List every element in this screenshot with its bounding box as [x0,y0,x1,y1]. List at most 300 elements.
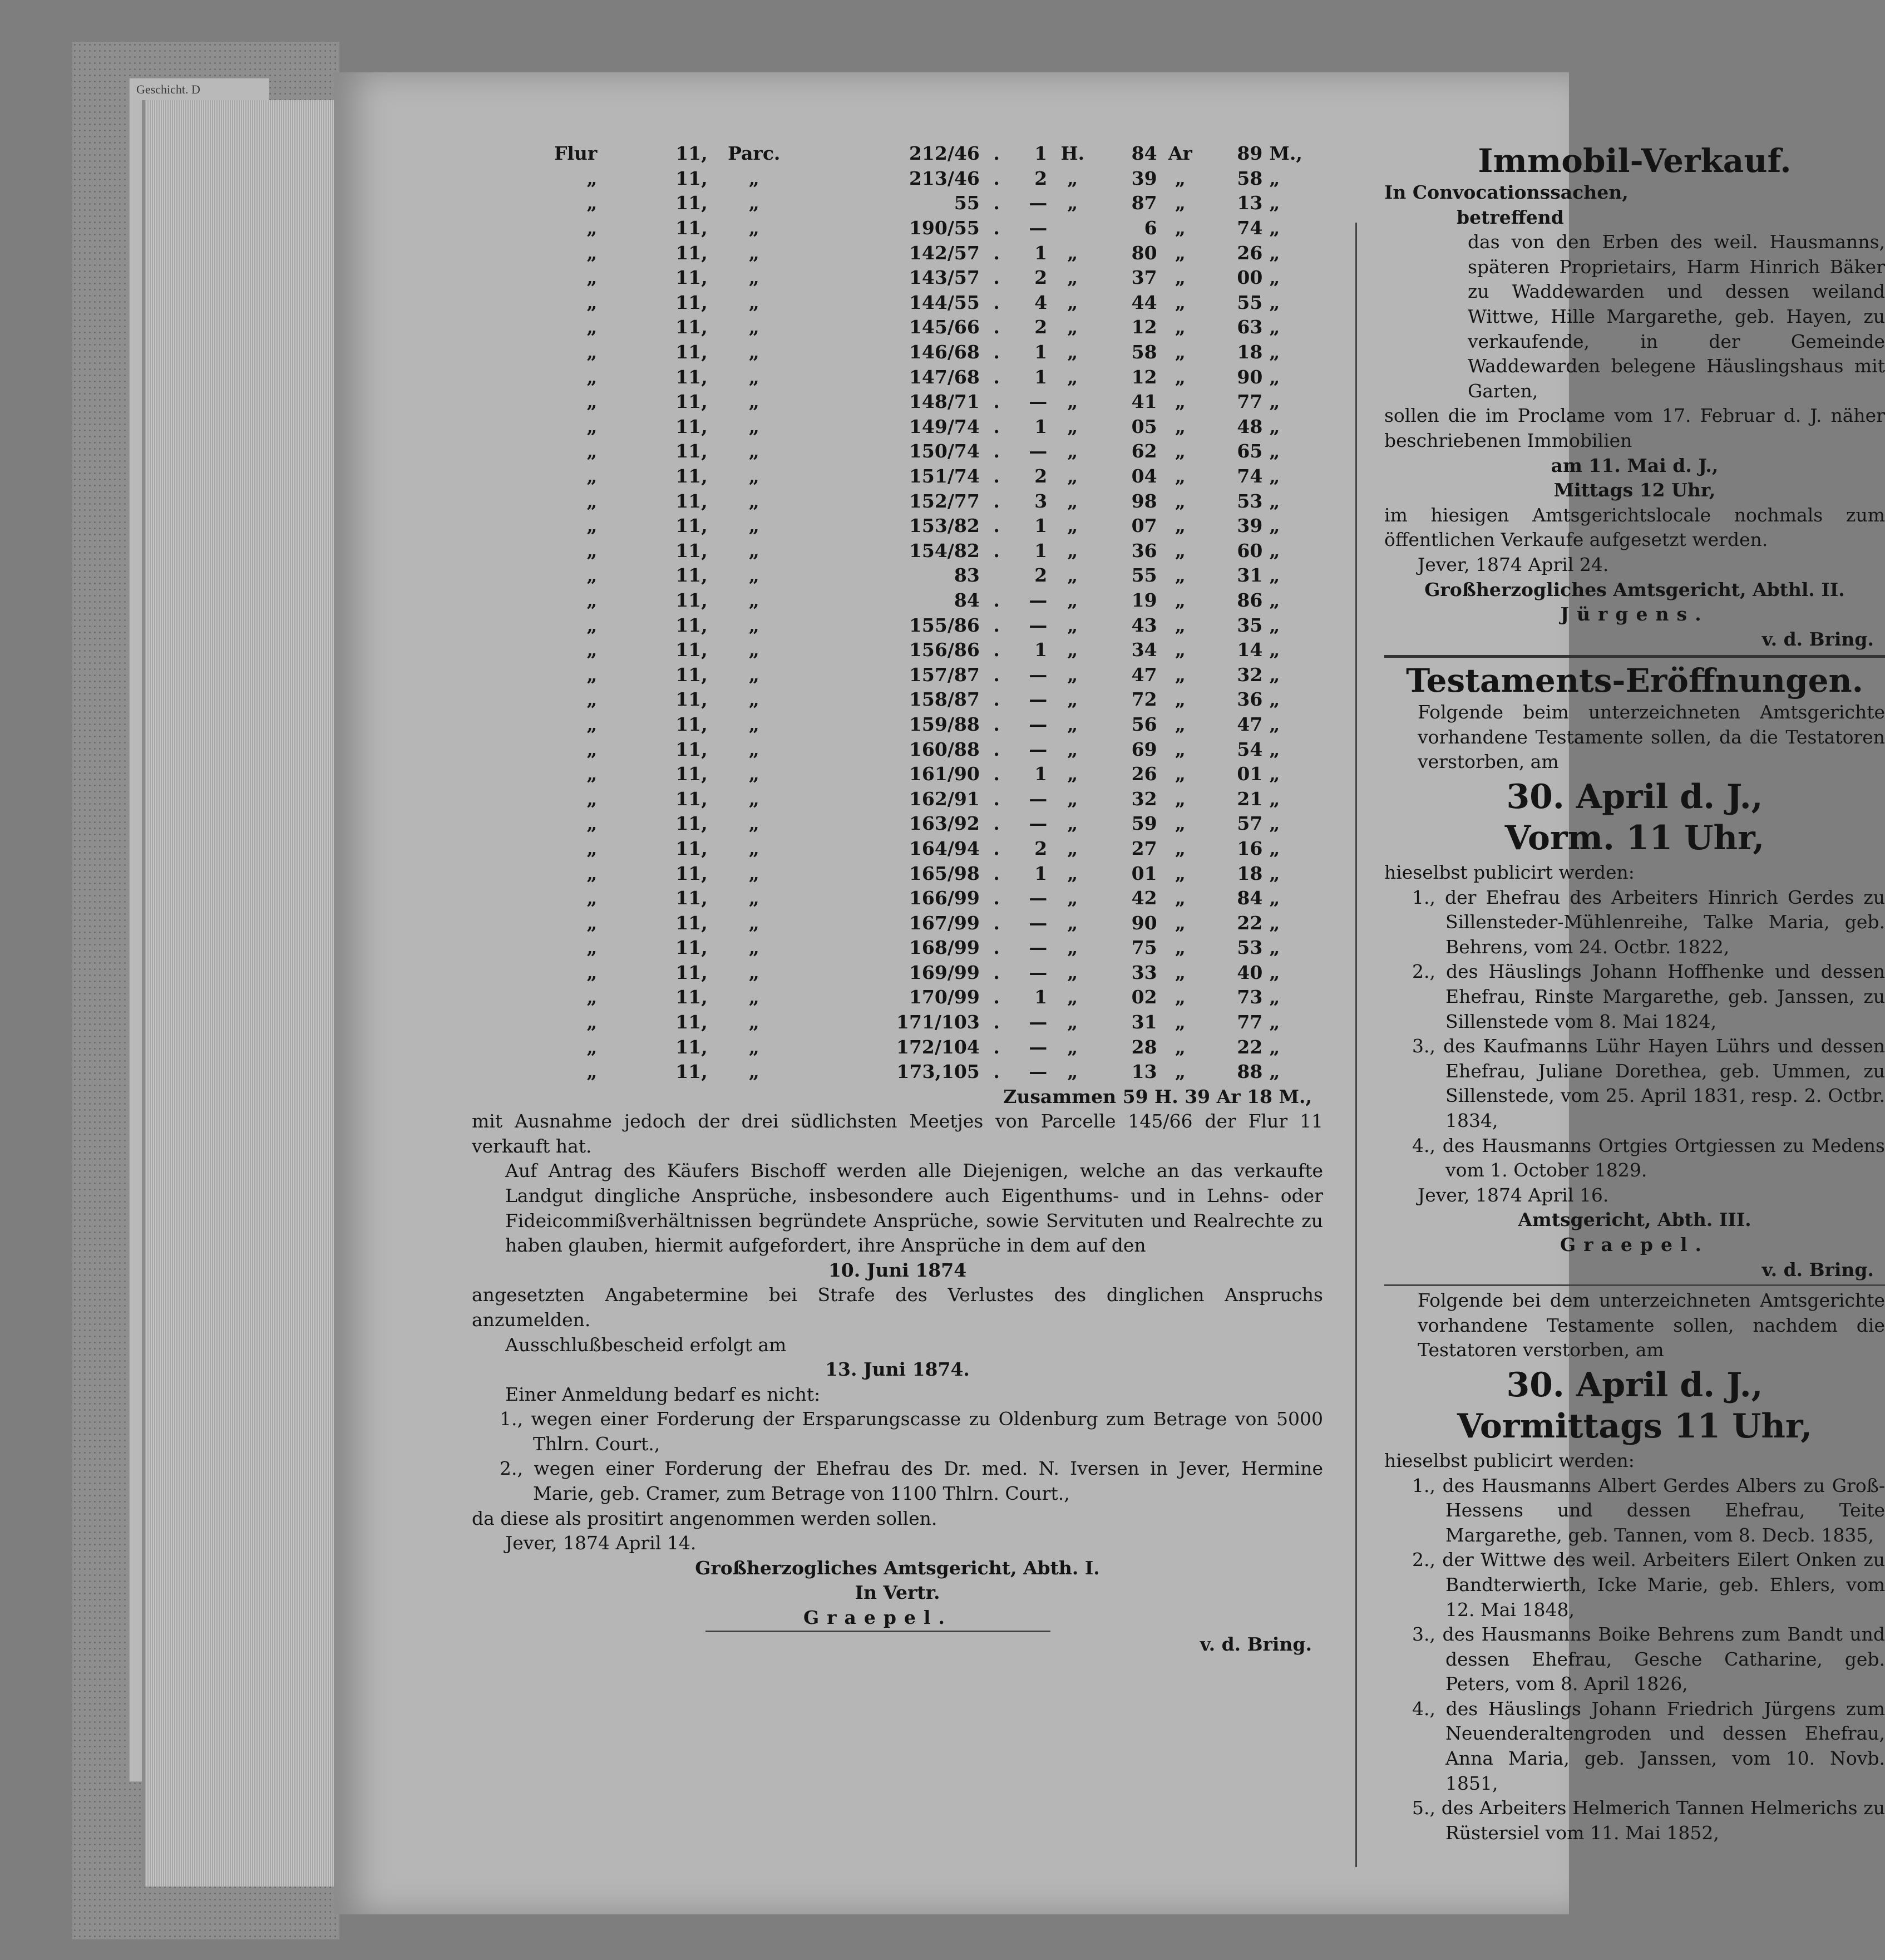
left-signer: Graepel. [705,1606,1050,1632]
table-row [472,638,1323,663]
s3-item-2: 2., der Wittwe des weil. Arbeiters Eilert Onken zu Bandterwierth, Icke Marie, geb. Ehlers, vom 12. Mai 1848, [1412,1549,1885,1621]
table-cell: „ [748,688,759,711]
table-cell: 160/88 [909,738,980,760]
table-cell: „ [1269,887,1280,909]
table-cell: 36 [1131,539,1157,562]
table-row [472,985,1323,1010]
table-cell: 168/99 [909,937,980,959]
table-cell: 1 [1034,539,1048,562]
table-cell: 77 [1237,391,1263,413]
table-cell: „ [748,1036,759,1058]
table-cell: 39 [1131,167,1157,189]
table-cell: „ [1269,961,1280,983]
table-cell: „ [1067,316,1078,338]
s1-place-date: Jever, 1874 April 24. [1418,553,1609,575]
table-cell: „ [586,961,598,983]
table-cell: „ [1067,688,1078,711]
table-cell: „ [748,1011,759,1033]
left-date-2: 13. Juni 1874. [825,1358,970,1381]
table-cell: 47 [1237,713,1263,735]
table-cell: 21 [1237,787,1263,810]
table-cell: „ [586,515,598,537]
table-cell: „ [1175,937,1186,959]
table-row [472,365,1323,390]
table-cell: 1 [1034,639,1048,661]
table-cell: Ar [1168,142,1192,165]
table-cell: — [1029,937,1048,959]
table-cell: 87 [1131,192,1157,214]
table-cell: 143/57 [909,267,980,289]
table-cell: „ [1067,763,1078,785]
s2-item-4: 4., des Hausmanns Ortgies Ortgiessen zu Medens vom 1. October 1829. [1412,1134,1885,1181]
table-row [472,514,1323,539]
table-cell: 27 [1131,837,1157,859]
s1-signer: Jürgens. [1560,603,1709,626]
table-cell: 11, [675,515,708,537]
table-cell: „ [586,415,598,437]
table-cell: 171/103 [896,1011,980,1033]
table-cell: „ [1067,887,1078,909]
table-cell: . [993,291,1000,313]
table-cell: „ [748,787,759,810]
table-cell: . [993,316,1000,338]
table-cell: 11, [675,837,708,859]
table-cell: „ [1175,986,1186,1008]
table-cell: 2 [1034,316,1048,338]
table-cell: „ [1067,787,1078,810]
table-cell: „ [586,887,598,909]
table-cell: 89 [1237,142,1263,165]
table-cell: „ [1067,515,1078,537]
table-cell: „ [1067,937,1078,959]
table-cell: „ [1269,812,1280,835]
table-cell: 1 [1034,366,1048,388]
table-cell: „ [1269,316,1280,338]
table-cell: 11, [675,1036,708,1058]
table-cell: 13 [1237,192,1263,214]
table-cell: 2 [1034,837,1048,859]
table-cell: „ [586,391,598,413]
table-cell: „ [586,713,598,735]
table-cell: 11, [675,589,708,611]
table-cell: . [993,812,1000,835]
table-cell: „ [1269,391,1280,413]
table-cell: „ [1067,440,1078,462]
s1-paragraph-3: im hiesigen Amtsgerichtslocale nochmals zum öffentlichen Verkaufe aufgesetzt werden. [1384,504,1885,551]
table-cell: „ [586,465,598,487]
table-cell: 11, [675,391,708,413]
table-cell: „ [586,663,598,686]
table-cell: „ [586,267,598,289]
table-row [472,390,1323,415]
table-cell: 01 [1131,862,1157,884]
table-cell: 12 [1131,366,1157,388]
table-cell: 161/90 [909,763,980,785]
table-cell: 146/68 [909,341,980,363]
table-cell: M., [1269,142,1302,165]
table-cell: „ [1269,1011,1280,1033]
table-cell: — [1029,688,1048,711]
table-cell: „ [1269,663,1280,686]
table-cell: . [993,738,1000,760]
left-item-2: 2., wegen einer Forderung der Ehefrau des Dr. med. N. Iversen in Jever, Hermine Marie, geb. Cramer, zum Betrage von 1100 Thlrn. Court., [500,1457,1323,1505]
table-cell: 54 [1237,738,1263,760]
table-cell: 11, [675,912,708,934]
table-cell: „ [1067,539,1078,562]
table-cell: 3 [1034,490,1048,512]
table-row [472,786,1323,811]
table-cell: 26 [1237,242,1263,264]
table-cell: Flur [554,142,598,165]
table-cell: „ [1175,713,1186,735]
table-cell: 11, [675,688,708,711]
table-cell: „ [748,961,759,983]
table-cell: „ [1269,341,1280,363]
table-cell: 11, [675,217,708,239]
s2-place-date: Jever, 1874 April 16. [1418,1184,1609,1206]
table-row [472,712,1323,737]
table-row [472,415,1323,440]
table-cell: „ [748,242,759,264]
table-cell: — [1029,217,1048,239]
table-cell: „ [748,267,759,289]
table-cell: „ [586,862,598,884]
table-cell: 11, [675,961,708,983]
table-cell: 56 [1131,713,1157,735]
table-row [472,961,1323,986]
table-cell: „ [586,192,598,214]
table-cell: 11, [675,167,708,189]
table-cell: — [1029,440,1048,462]
table-cell: „ [1067,341,1078,363]
table-cell: „ [1175,912,1186,934]
table-cell: „ [1067,267,1078,289]
table-cell: 90 [1131,912,1157,934]
table-cell: 11, [675,366,708,388]
table-cell: 11, [675,267,708,289]
table-cell: 151/74 [909,465,980,487]
table-cell: „ [586,539,598,562]
table-row [472,539,1323,564]
table-cell: „ [1269,614,1280,636]
table-cell: . [993,887,1000,909]
table-row [472,861,1323,886]
table-cell: „ [1067,391,1078,413]
table-cell: „ [586,986,598,1008]
table-cell: „ [1269,564,1280,587]
table-row [472,1010,1323,1035]
table-cell: 153/82 [909,515,980,537]
table-cell: „ [1175,663,1186,686]
table-cell: „ [748,912,759,934]
s3-item-1: 1., des Hausmanns Albert Gerdes Albers zu Groß-Hessens und dessen Ehefrau, Teite Margarethe, geb. Tannen, vom 8. Decb. 1835, [1412,1474,1885,1546]
table-cell: „ [1067,639,1078,661]
table-cell: . [993,639,1000,661]
table-cell: „ [586,1036,598,1058]
table-row [472,141,1323,166]
table-cell: 11, [675,490,708,512]
s3-item-5: 5., des Arbeiters Helmerich Tannen Helmerichs zu Rüstersiel vom 11. Mai 1852, [1412,1797,1885,1844]
table-cell: „ [1269,713,1280,735]
table-cell: „ [1067,366,1078,388]
table-cell: „ [1067,663,1078,686]
table-cell: 11, [675,738,708,760]
table-cell: 155/86 [909,614,980,636]
table-cell: „ [1067,564,1078,587]
table-cell: — [1029,663,1048,686]
table-cell: „ [1175,291,1186,313]
table-row [472,489,1323,514]
table-cell: „ [748,366,759,388]
table-cell: „ [1175,961,1186,983]
table-cell: „ [1269,912,1280,934]
table-cell: „ [748,812,759,835]
table-cell: „ [1067,589,1078,611]
table-cell: „ [1175,763,1186,785]
table-cell: 18 [1237,862,1263,884]
table-cell: „ [1175,366,1186,388]
table-row [472,811,1323,836]
table-cell: „ [1175,688,1186,711]
table-cell [1047,216,1098,241]
table-cell: „ [1067,242,1078,264]
table-cell: . [993,787,1000,810]
table-cell: „ [586,812,598,835]
s1-court: Großherzogliches Amtsgericht, Abthl. II. [1424,578,1845,600]
table-row [472,588,1323,613]
table-cell: . [993,391,1000,413]
table-row [472,240,1323,265]
left-date-1: 10. Juni 1874 [828,1259,967,1281]
table-cell: — [1029,614,1048,636]
table-row [472,464,1323,489]
table-cell: . [993,440,1000,462]
table-cell: 1 [1034,763,1048,785]
table-cell: „ [1067,614,1078,636]
table-cell: 11, [675,539,708,562]
table-cell: 159/88 [909,713,980,735]
table-row [472,290,1323,316]
left-column [472,141,1323,1657]
table-row [472,886,1323,911]
table-cell: 33 [1131,961,1157,983]
table-cell: — [1029,391,1048,413]
s3-intro: Folgende bei dem unterzeichneten Amtsgerichte vorhandene Testamente sollen, nachdem die Testatoren verstorben, am [1418,1289,1885,1361]
table-cell: . [993,217,1000,239]
table-cell: „ [1269,415,1280,437]
table-cell: 11, [675,142,708,165]
table-cell: 41 [1131,391,1157,413]
table-cell: 32 [1131,787,1157,810]
s3-publish: hieselbst publicirt werden: [1384,1449,1635,1471]
table-cell: 11, [675,291,708,313]
table-cell: 63 [1237,316,1263,338]
s3-big-date: 30. April d. J., [1506,1365,1763,1405]
s1-line-2: betreffend [1457,206,1564,228]
table-cell: — [1029,1061,1048,1083]
table-cell: „ [1175,589,1186,611]
table-cell: „ [586,688,598,711]
table-cell: „ [586,366,598,388]
table-cell: 47 [1131,663,1157,686]
table-cell: 00 [1237,267,1263,289]
table-cell: . [993,837,1000,859]
table-cell: „ [586,639,598,661]
table-cell: 36 [1237,688,1263,711]
table-cell: „ [1175,787,1186,810]
table-cell: „ [586,341,598,363]
table-cell: „ [1175,490,1186,512]
table-cell: . [993,366,1000,388]
table-cell: 148/71 [909,391,980,413]
table-cell: . [993,1061,1000,1083]
table-cell: — [1029,1011,1048,1033]
table-cell: „ [748,490,759,512]
page-edges [142,100,351,1887]
table-cell: . [993,986,1000,1008]
table-cell: „ [586,167,598,189]
table-cell: „ [1175,738,1186,760]
table-cell: „ [1269,1036,1280,1058]
table-cell: 88 [1237,1061,1263,1083]
table-cell: 39 [1237,515,1263,537]
table-cell: . [993,267,1000,289]
table-cell: 16 [1237,837,1263,859]
table-cell: „ [748,1061,759,1083]
table-cell: 11, [675,465,708,487]
s1-line-1: In Convocationssachen, [1384,181,1629,203]
table-cell: 158/87 [909,688,980,711]
table-cell: 59 [1131,812,1157,835]
s2-signer: Graepel. [1560,1233,1710,1255]
table-cell: „ [748,763,759,785]
table-cell: 11, [675,564,708,587]
table-cell: 43 [1131,614,1157,636]
table-cell: 55 [1237,291,1263,313]
left-paragraph-6: da diese als prositirt angenommen werden sollen. [472,1507,937,1529]
table-cell: „ [748,415,759,437]
table-cell: „ [1175,1036,1186,1058]
table-cell: „ [586,1011,598,1033]
table-cell: „ [1269,440,1280,462]
section-divider-2 [1384,1284,1885,1286]
table-cell: „ [1269,465,1280,487]
table-cell: 145/66 [909,316,980,338]
table-cell: „ [1067,291,1078,313]
table-cell: „ [748,316,759,338]
table-cell: 01 [1237,763,1263,785]
table-cell: „ [748,986,759,1008]
table-cell: . [993,490,1000,512]
table-cell: „ [748,167,759,189]
table-cell: — [1029,192,1048,214]
table-cell: 55 [1131,564,1157,587]
table-cell: 166/99 [909,887,980,909]
table-cell: — [1029,1036,1048,1058]
left-paragraph-5: Einer Anmeldung bedarf es nicht: [505,1383,821,1405]
table-row [472,563,1323,588]
s2-big-time: Vorm. 11 Uhr, [1504,819,1765,858]
s3-item-4: 4., des Häuslings Johann Friedrich Jürgens zum Neuenderaltengroden und dessen Ehefrau, Anna Maria, geb. Janssen, vom 10. Novb. 1851, [1412,1697,1885,1794]
table-cell: 11, [675,341,708,363]
table-cell: 84 [1131,142,1157,165]
table-cell: „ [586,1061,598,1083]
table-cell: „ [748,738,759,760]
table-cell: . [993,1011,1000,1033]
table-cell: 1 [1034,862,1048,884]
table-cell: 2 [1034,267,1048,289]
table-cell: 11, [675,937,708,959]
table-cell: 11, [675,787,708,810]
table-cell: „ [1269,589,1280,611]
table-cell: „ [1269,192,1280,214]
table-cell: „ [748,391,759,413]
table-cell: 02 [1131,986,1157,1008]
table-cell: „ [1269,1061,1280,1083]
table-cell: 55 [954,192,980,214]
s2-item-2: 2., des Häuslings Johann Hoffhenke und dessen Ehefrau, Rinste Margarethe, geb. Janssen, zu Sillenstede vom 8. Mai 1824, [1412,961,1885,1032]
table-cell: „ [748,713,759,735]
table-cell: 212/46 [909,142,980,165]
table-cell: „ [1269,242,1280,264]
table-cell: . [993,688,1000,711]
table-cell: . [993,862,1000,884]
table-cell: 83 [954,564,980,587]
table-cell: . [993,142,1000,165]
table-cell: „ [748,341,759,363]
table-cell: „ [1269,937,1280,959]
table-cell: „ [1067,862,1078,884]
table-cell: „ [1175,440,1186,462]
table-cell: 69 [1131,738,1157,760]
table-cell: . [993,539,1000,562]
table-cell: „ [1175,1011,1186,1033]
table-cell: „ [586,490,598,512]
spine-label: Geschicht. D [136,82,200,96]
table-cell: 11, [675,763,708,785]
table-cell: 53 [1237,937,1263,959]
table-cell: 11, [675,663,708,686]
table-cell: „ [1269,862,1280,884]
section-divider-1 [1384,655,1885,658]
s2-publish: hieselbst publicirt werden: [1384,861,1635,884]
table-cell: . [993,614,1000,636]
testaments-heading: Testaments-Eröffnungen. [1406,662,1863,700]
table-cell: . [993,937,1000,959]
table-cell: . [993,415,1000,437]
left-paragraph-3: angesetzten Angabetermine bei Strafe des Verlustes des dinglichen Anspruchs anzumelden. [472,1284,1323,1331]
table-cell: . [993,192,1000,214]
table-cell: „ [1067,167,1078,189]
table-cell: . [993,341,1000,363]
table-cell: „ [1175,539,1186,562]
table-cell: 74 [1237,465,1263,487]
table-cell: „ [1269,738,1280,760]
table-cell: „ [748,663,759,686]
table-cell: 11, [675,614,708,636]
table-cell: 32 [1237,663,1263,686]
table-row [472,836,1323,861]
table-cell: 11, [675,1061,708,1083]
right-column [1384,141,1885,1845]
table-cell: „ [586,614,598,636]
table-cell: . [993,465,1000,487]
table-cell: 37 [1131,267,1157,289]
table-cell: „ [748,440,759,462]
table-cell: „ [1067,738,1078,760]
table-cell: „ [1269,986,1280,1008]
table-cell: 169/99 [909,961,980,983]
